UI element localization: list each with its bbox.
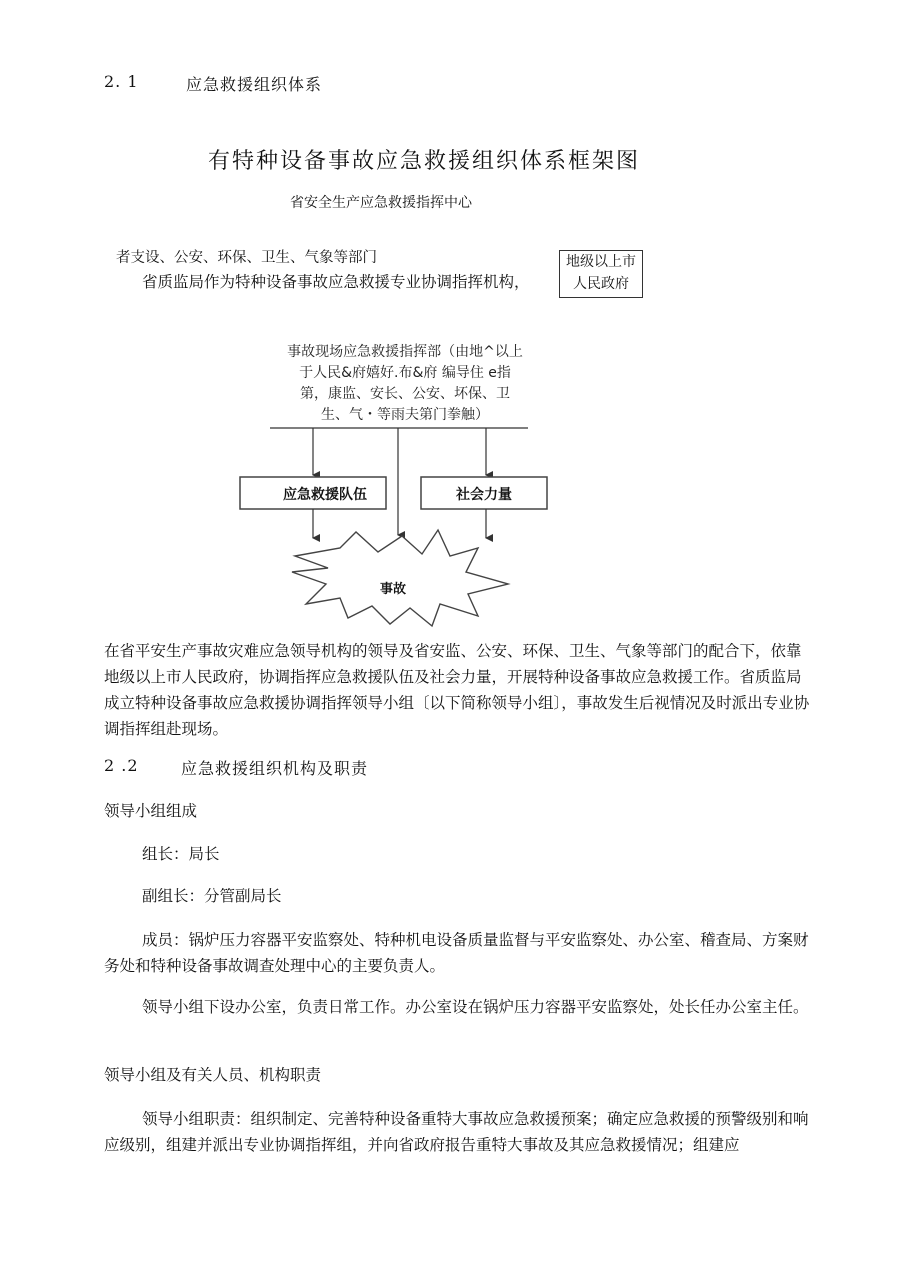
section2-number: 2 .2	[104, 756, 139, 775]
hq-line-1: 事故现场应急救援指挥部（由地^以上	[287, 344, 523, 360]
rescue-team-label: 应急救援队伍	[283, 487, 367, 503]
subheading-composition: 领导小组组成	[104, 802, 198, 820]
social-force-label: 社会力量	[456, 487, 512, 503]
figure-title: 有特种设备事故应急救援组织体系框架图	[208, 149, 641, 174]
framework-paragraph: 在省平安生产事故灾难应急领导机构的领导及省安监、公安、环保、卫生、气象等部门的配合下，依靠地级以上市人民政府，协调指挥应急救援队伍及社会力量，开展特种设备事故应急救援工作。省质监局成立特种设备事故应急救援协调指挥领导小组〔以下简称领导小组〕，事故发生后视情况及时派出专业协调指挥组赴现场。	[104, 642, 810, 738]
departments-line: 者支设、公安、环保、卫生、气象等部门	[116, 250, 377, 266]
leader-line: 组长：局长	[142, 845, 220, 863]
command-center-label: 省安全生产应急救援指挥中心	[290, 195, 472, 211]
hq-line-4: 生、气・等雨夫第门拳触）	[321, 407, 489, 423]
section2-title: 应急救援组织机构及职责	[181, 759, 369, 778]
accident-label: 事故	[379, 582, 406, 597]
office-paragraph: 领导小组下设办公室，负责日常工作。办公室设在锅炉压力容器平安监察处，处长任办公室主任。	[142, 998, 809, 1016]
members-paragraph: 成员：锅炉压力容器平安监察处、特种机电设备质量监督与平安监察处、办公室、稽查局、方案财务处和特种设备事故调查处理中心的主要负责人。	[104, 931, 809, 975]
duties-paragraph: 领导小组职责：组织制定、完善特种设备重特大事故应急救援预案；确定应急救援的预警级别和响应级别，组建并派出专业协调指挥组，并向省政府报告重特大事故及其应急救援情况；组建应	[104, 1110, 809, 1154]
city-government-line2: 人民政府	[573, 276, 629, 292]
section-number: 2. 1	[104, 72, 139, 91]
section-title: 应急救援组织体系	[186, 75, 323, 94]
hq-line-3: 第，康监、安长、公安、坏保、卫	[300, 386, 510, 402]
subheading-duties: 领导小组及有关人员、机构职责	[104, 1066, 322, 1084]
coordinator-line: 省质监局作为特种设备事故应急救援专业协调指挥机构，	[142, 273, 530, 291]
deputy-line: 副组长：分管副局长	[142, 887, 282, 905]
city-government-line1: 地级以上市	[566, 254, 636, 270]
hq-line-2: 于人民&府嬉好.布&府 编导住 e指	[299, 365, 511, 381]
